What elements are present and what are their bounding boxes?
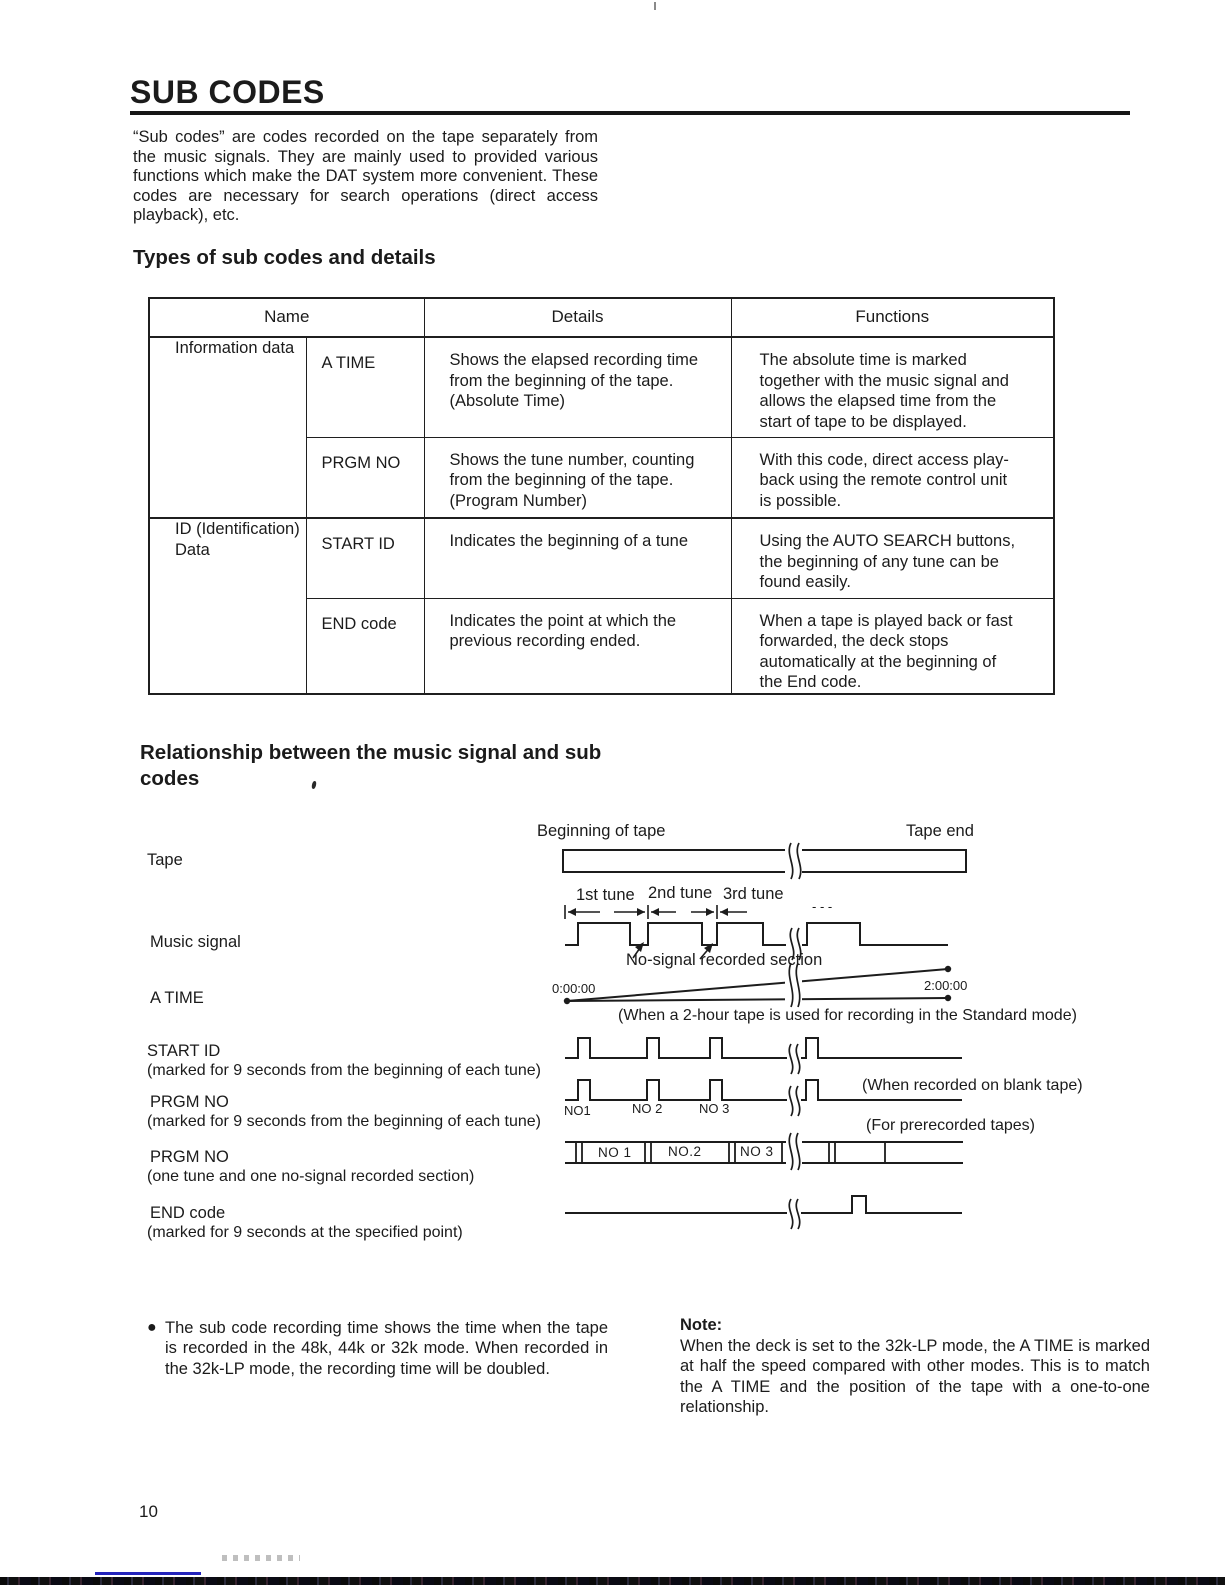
details-end-code: Indicates the point at which the previous recording ended. <box>424 598 731 694</box>
functions-end-code: When a tape is played back or fast forwarded, the deck stops automatically at the beginning of the End code. <box>731 598 1054 694</box>
annotation-time-end: 2:00:00 <box>924 978 968 993</box>
page-title: SUB CODES <box>130 74 325 110</box>
annotation-standard-mode: (When a 2-hour tape is used for recording in the Standard mode) <box>618 1007 1077 1024</box>
annotation-pulse-no1: NO1 <box>564 1103 591 1118</box>
annotation-band-no3: NO 3 <box>740 1144 774 1159</box>
scan-artifact-blue-line <box>95 1572 201 1575</box>
types-section-heading: Types of sub codes and details <box>133 246 436 269</box>
a-time-upper-line <box>567 969 948 1001</box>
note-heading: Note: <box>680 1316 723 1334</box>
annotation-3rd-tune: 3rd tune <box>723 885 784 903</box>
annotation-tape-end: Tape end <box>906 822 974 840</box>
row-label-prgm-no-prerec: PRGM NO <box>150 1148 229 1166</box>
row-note-prgm-no-prerec: (one tune and one no-signal recorded section) <box>147 1168 475 1185</box>
intro-paragraph: “Sub codes” are codes recorded on the tape separately from the music signals. They are mainly used to provided various functions which make the DAT system more convenient. These codes are necessary for search operations (direct access playback), etc. <box>133 128 598 225</box>
code-end-code: END code <box>306 598 424 694</box>
functions-a-time: The absolute time is marked together with the music signal and allows the elapsed time from the start of tape to be displayed. <box>731 337 1054 437</box>
a-time-end-dot-upper <box>945 966 951 972</box>
annotation-band-no2: NO.2 <box>668 1144 702 1159</box>
row-note-end-code: (marked for 9 seconds at the specified point) <box>147 1224 463 1241</box>
footnote-bullet-text: The sub code recording time shows the time when the tape is recorded in the 48k, 44k or 32k mode. When recorded in the 32k-LP mode, the recording time will be doubled. <box>165 1319 608 1378</box>
row-note-start-id: (marked for 9 seconds from the beginning of each tune) <box>147 1062 541 1079</box>
code-start-id: START ID <box>306 518 424 598</box>
details-a-time: Shows the elapsed recording time from the beginning of the tape. (Absolute Time) <box>424 337 731 437</box>
row-label-end-code: END code <box>150 1204 226 1222</box>
annotation-ellipsis: - - - <box>812 899 833 914</box>
annotation-1st-tune: 1st tune <box>576 886 635 904</box>
a-time-end-dot-lower <box>945 995 951 1001</box>
start-id-waveform <box>565 1038 962 1058</box>
annotation-blank-tape: (When recorded on blank tape) <box>862 1077 1083 1094</box>
column-header-name: Name <box>149 298 424 337</box>
functions-start-id: Using the AUTO SEARCH buttons, the beginning of any tune can be found easily. <box>731 518 1054 598</box>
annotation-2nd-tune: 2nd tune <box>648 884 713 902</box>
a-time-start-dot <box>564 998 570 1004</box>
row-label-start-id: START ID <box>147 1042 221 1060</box>
group-information-data: Information data <box>149 337 306 518</box>
annotation-no-signal: No-signal recorded section <box>626 951 823 969</box>
annotation-time-start: 0:00:00 <box>552 981 596 996</box>
details-prgm-no: Shows the tune number, counting from the beginning of the tape. (Program Number) <box>424 437 731 518</box>
scan-artifact-smudge <box>222 1555 300 1561</box>
break-squiggles <box>789 843 800 1229</box>
group-id-data: ID (Identification) Data <box>149 518 306 694</box>
bullet-marker: ● <box>147 1319 157 1336</box>
code-a-time: A TIME <box>306 337 424 437</box>
row-note-prgm-no-blank: (marked for 9 seconds from the beginning of each tune) <box>147 1113 541 1130</box>
row-label-music-signal: Music signal <box>150 933 241 951</box>
end-code-waveform <box>565 1196 962 1213</box>
functions-prgm-no: With this code, direct access play-back using the remote control unit is possible. <box>731 437 1054 518</box>
annotation-beginning-of-tape: Beginning of tape <box>537 822 666 840</box>
annotation-prerecorded: (For prerecorded tapes) <box>866 1117 1035 1134</box>
details-start-id: Indicates the beginning of a tune <box>424 518 731 598</box>
scan-artifact-noise-band <box>0 1577 1225 1585</box>
tape-bar <box>563 850 966 872</box>
column-header-functions: Functions <box>731 298 1054 337</box>
relationship-heading: Relationship between the music signal and sub codes <box>140 741 602 790</box>
annotation-pulse-no3: NO 3 <box>699 1101 730 1116</box>
scan-artifact-top-tick <box>654 2 656 10</box>
annotation-band-no1: NO 1 <box>598 1145 632 1160</box>
annotation-pulse-no2: NO 2 <box>632 1101 663 1116</box>
music-signal-waveform <box>565 923 948 945</box>
row-label-prgm-no-blank: PRGM NO <box>150 1093 229 1111</box>
note-body: When the deck is set to the 32k-LP mode, the A TIME is marked at half the speed compared with other modes. This is to match the A TIME and the position of the tape with a one-to-one relationship. <box>680 1337 1150 1416</box>
row-label-tape: Tape <box>147 851 183 869</box>
row-label-a-time: A TIME <box>150 989 204 1007</box>
page-number: 10 <box>139 1502 158 1521</box>
a-time-lower-line <box>567 998 948 1001</box>
column-header-details: Details <box>424 298 731 337</box>
code-prgm-no: PRGM NO <box>306 437 424 518</box>
